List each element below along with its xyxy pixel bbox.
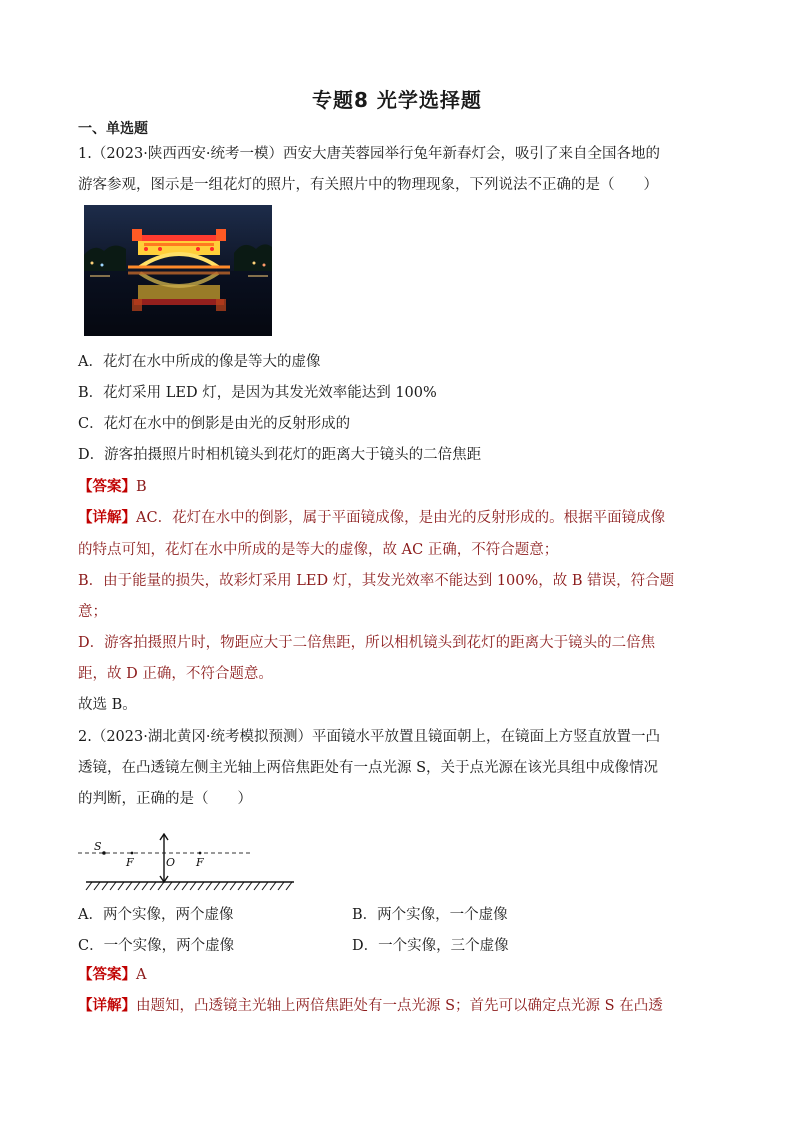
- label-s: S: [94, 840, 102, 853]
- q2-detail-line1: [78, 996, 663, 1016]
- focus-right: [199, 852, 202, 855]
- point-source-s: [102, 851, 106, 855]
- focus-left: [131, 852, 134, 855]
- answer-tag: 【答案】: [78, 967, 136, 983]
- lens-mirror-diagram: [76, 833, 298, 891]
- answer-tag: 【答案】: [78, 479, 136, 495]
- label-f-right: F: [196, 856, 204, 869]
- q1-detail-line1: [78, 508, 665, 528]
- q1-detail-line5: D．游客拍摄照片时，物距应大于二倍焦距，所以相机镜头到花灯的距离大于镜头的二倍焦: [78, 635, 656, 651]
- detail-tag: 【详解】: [78, 998, 136, 1014]
- q1-detail-line3: B．由于能量的损失，故彩灯采用 LED 灯，其发光效率不能达到 100%，故 B 错误，符合题: [78, 573, 675, 589]
- label-f-left: F: [126, 856, 134, 869]
- detail-text: AC．花灯在水中的倒影，属于平面镜成像，是由光的反射形成的。根据平面镜成像: [136, 510, 666, 526]
- q1-option-b: B．花灯采用 LED 灯，是因为其发光效率能达到 100%: [78, 385, 437, 401]
- q2-option-a: A．两个实像，两个虚像: [78, 907, 234, 923]
- q2-stem-line3: 的判断，正确的是（ ）: [78, 791, 252, 807]
- answer-value: B: [136, 479, 147, 495]
- label-o: O: [166, 856, 176, 869]
- q1-detail-line6: 距，故 D 正确，不符合题意。: [78, 666, 273, 682]
- detail-tag: 【详解】: [78, 510, 136, 526]
- q1-option-d: D．游客拍摄照片时相机镜头到花灯的距离大于镜头的二倍焦距: [78, 447, 482, 463]
- q1-stem-line1: 1.（2023·陕西西安·统考一模）西安大唐芙蓉园举行兔年新春灯会，吸引了来自全国各地的: [78, 146, 660, 162]
- q2-option-d: D．一个实像，三个虚像: [352, 938, 509, 954]
- page-title: 专题8 光学选择题: [312, 88, 482, 112]
- q1-option-a: A．花灯在水中所成的像是等大的虚像: [78, 354, 321, 370]
- answer-value: A: [136, 967, 147, 983]
- lantern-bridge-photo: [84, 205, 272, 336]
- section-heading: 一、单选题: [78, 121, 148, 137]
- q2-option-c: C．一个实像，两个虚像: [78, 938, 235, 954]
- q2-option-b: B．两个实像，一个虚像: [352, 907, 508, 923]
- q2-stem-line2: 透镜，在凸透镜左侧主光轴上两倍焦距处有一点光源 S，关于点光源在该光具组中成像情况: [78, 760, 659, 776]
- q2-stem-line1: 2.（2023·湖北黄冈·统考模拟预测）平面镜水平放置且镜面朝上，在镜面上方竖直放置一凸: [78, 729, 660, 745]
- q1-option-c: C．花灯在水中的倒影是由光的反射形成的: [78, 416, 351, 432]
- q1-detail-line2: 的特点可知，花灯在水中所成的是等大的虚像，故 AC 正确，不符合题意；: [78, 542, 559, 558]
- q1-detail-line4: 意；: [78, 604, 107, 620]
- q1-conclusion: 故选 B。: [78, 697, 137, 713]
- q1-answer: [78, 477, 147, 497]
- q1-stem-line2: 游客参观，图示是一组花灯的照片，有关照片中的物理现象，下列说法不正确的是（ ）: [78, 177, 658, 193]
- q2-answer: [78, 965, 146, 985]
- detail-text: 由题知，凸透镜主光轴上两倍焦距处有一点光源 S；首先可以确定点光源 S 在凸透: [136, 998, 663, 1014]
